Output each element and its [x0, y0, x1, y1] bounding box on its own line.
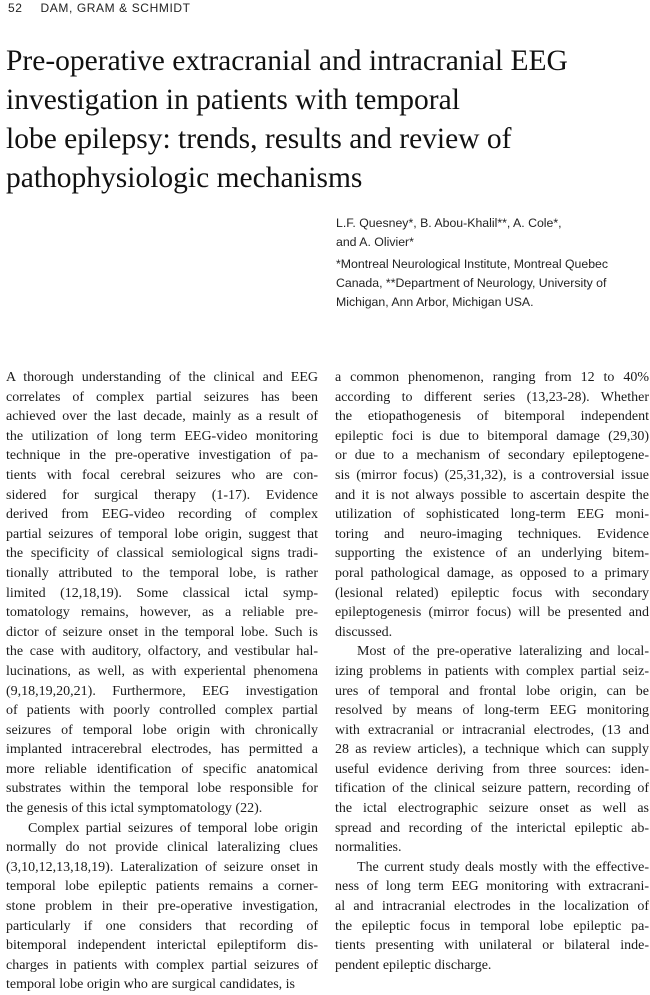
body-text-line: implanted intracerebral electrodes, has permitted a: [6, 742, 318, 758]
body-text-line: Complex partial seizures of temporal lobe origin: [28, 820, 318, 836]
body-column-left: [6, 368, 318, 995]
author-line: L.F. Quesney*, B. Abou-Khalil**, A. Cole*,: [336, 216, 562, 230]
body-text-line: substrates within the temporal lobe responsible for: [6, 781, 318, 797]
body-text-line: temporal lobe origin who are surgical candidates, is: [6, 977, 295, 993]
body-text-line: tomatology remains, however, as a reliable pre-: [6, 605, 318, 621]
author-line: and A. Olivier*: [336, 235, 414, 249]
body-text-line: according to different series (13,23-28). Whether: [335, 389, 649, 405]
body-text-line: sis (mirror focus) (25,31,32), is a controversial issue: [335, 467, 649, 483]
body-text-line: derived from EEG-video recording of complex: [6, 507, 318, 523]
body-text-line: the case with auditory, olfactory, and vestibular hal-: [6, 644, 318, 660]
body-text-line: resolved by means of long-term EEG monitoring: [335, 703, 649, 719]
body-text-line: pendent epileptic discharge.: [335, 957, 492, 973]
body-text-line: 28 as review articles), a technique which can supply: [335, 742, 649, 758]
body-text-line: the etiopathogenesis of bitemporal independent: [335, 409, 649, 425]
body-text-line: (9,18,19,20,21). Furthermore, EEG investigation: [6, 683, 318, 699]
title-line: Pre-operative extracranial and intracranial EEG: [6, 45, 568, 77]
body-text-line: normally do not provide clinical lateralizing clues: [6, 840, 318, 856]
body-text-line: izing problems in patients with complex partial seiz-: [335, 663, 649, 679]
body-text-line: tients with focal cerebral seizures who are con-: [6, 467, 318, 483]
body-text-line: al and intracranial electrodes in the localization of: [335, 899, 649, 915]
body-text-line: correlates of complex partial seizures has been: [6, 389, 318, 405]
body-text-line: ness of long term EEG monitoring with extracrani-: [335, 879, 649, 895]
body-text-line: The current study deals mostly with the effective-: [357, 859, 649, 875]
body-text-line: bitemporal independent interictal epileptiform dis-: [6, 938, 318, 954]
running-head: [8, 1, 628, 15]
body-text-line: Most of the pre-operative lateralizing and local-: [357, 644, 649, 660]
page-number: 52: [8, 1, 23, 15]
body-text-line: the utilization of long term EEG-video monitoring: [6, 428, 318, 444]
affiliation-line: Canada, **Department of Neurology, University of: [336, 276, 607, 290]
body-text-line: charges in patients with complex partial seizures of: [6, 957, 318, 973]
title-line: investigation in patients with temporal: [6, 84, 460, 116]
body-text-line: lucinations, as well, as with experiental phenomena: [6, 663, 318, 679]
body-text-line: partial seizures of temporal lobe origin, suggest that: [6, 526, 318, 542]
body-text-line: seizures of temporal lobe origin with chronically: [6, 722, 318, 738]
body-text-line: the epileptic focus in temporal lobe epileptic pa-: [335, 918, 649, 934]
running-head-authors: DAM, GRAM & SCHMIDT: [40, 1, 191, 15]
affiliation-line: *Montreal Neurological Institute, Montreal Quebec: [336, 257, 609, 271]
body-text-line: a common phenomenon, ranging from 12 to 40%: [335, 370, 649, 385]
body-text-line: technique in the pre-operative investigation of pa-: [6, 448, 318, 464]
body-text-line: toring and neuro-imaging techniques. Evidence: [335, 526, 649, 542]
body-text-line: the specificity of classical semiological signs tradi-: [6, 546, 318, 562]
body-text-line: more reliable identification of specific anatomical: [6, 761, 318, 777]
body-text-line: ures of temporal and frontal lobe origin, can be: [335, 683, 649, 699]
body-text-line: epileptic foci is due to bitemporal damage (29,30): [335, 428, 649, 444]
body-text-line: poral pathological damage, as opposed to a primary: [335, 565, 649, 581]
body-text-line: normalities.: [335, 840, 402, 856]
affiliation-line: Michigan, Ann Arbor, Michigan USA.: [336, 295, 534, 309]
body-column-right: [335, 368, 649, 975]
title-line: lobe epilepsy: trends, results and review of: [6, 123, 512, 155]
body-text-line: tionally attributed to the temporal lobe, is rather: [6, 565, 318, 581]
body-text-line: useful evidence deriving from three sources: iden-: [335, 761, 649, 777]
body-text-line: or due to a mechanism of secondary epileptogene-: [335, 448, 649, 464]
body-text-line: epileptogenesis (mirror focus) will be presented and: [335, 605, 649, 621]
body-text-line: and it is not always possible to ascertain despite the: [335, 487, 649, 503]
body-text-line: utilization of sophisticated long-term EEG moni-: [335, 507, 649, 523]
body-text-line: the genesis of this ictal symptomatology (22).: [6, 801, 263, 817]
body-text-line: discussed.: [335, 624, 393, 640]
body-text-line: (lesional related) epileptic focus with secondary: [335, 585, 649, 601]
body-text-line: achieved over the last decade, mainly as a result of: [6, 409, 318, 425]
body-text-line: the ictal electrographic seizure onset as well as: [335, 801, 649, 817]
body-text-line: spread and recording of the interictal epileptic ab-: [335, 820, 649, 836]
body-text-line: dictor of seizure onset in the temporal lobe. Such is: [6, 624, 318, 640]
body-text-line: limited (12,18,19). Some classical ictal symp-: [6, 585, 318, 601]
affiliations: [336, 255, 636, 312]
article-title: [6, 42, 626, 198]
body-text-line: A thorough understanding of the clinical and EEG: [6, 370, 318, 385]
body-text-line: temporal lobe epileptic patients remains a corner-: [6, 879, 318, 895]
body-text-line: with extracranial or intracranial electrodes, (13 and: [335, 722, 649, 738]
body-text-line: of patients with poorly controlled complex partial: [6, 703, 318, 719]
title-line: pathophysiologic mechanisms: [6, 162, 363, 194]
body-text-line: tification of the clinical seizure pattern, recording of: [335, 781, 649, 797]
body-text-line: tients presenting with unilateral or bilateral inde-: [335, 938, 649, 954]
author-list: [336, 214, 636, 252]
body-text-line: sidered for surgical therapy (1-17). Evidence: [6, 487, 318, 503]
body-text-line: (3,10,12,13,18,19). Lateralization of seizure onset in: [6, 859, 318, 875]
body-text-line: supporting the existence of an underlying bitem-: [335, 546, 649, 562]
body-text-line: particularly if one considers that recording of: [6, 918, 318, 934]
body-text-line: stone problem in their pre-operative investigation,: [6, 899, 318, 915]
